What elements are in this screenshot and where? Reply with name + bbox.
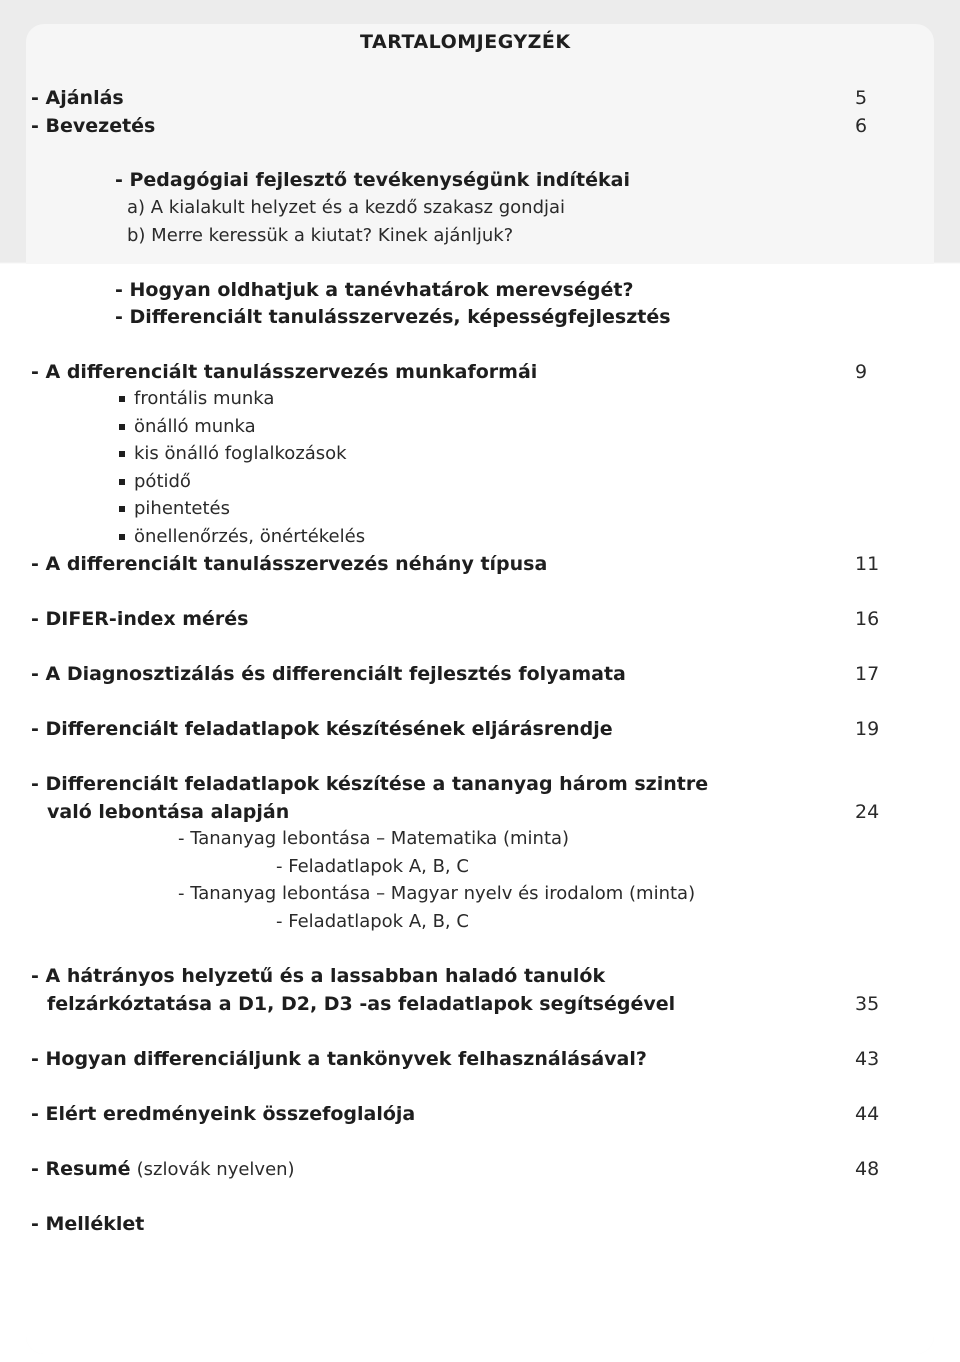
bullet-icon [119,479,125,485]
toc-entry-eredmenyeink: - Elért eredményeink összefoglalója [31,1103,416,1125]
bullet-icon [119,424,125,430]
toc-page-munkaformai: 9 [855,361,868,383]
toc-subentry-pedagogiai-b: b) Merre keressük a kiutat? Kinek ajánljuk? [127,225,514,246]
toc-page-feladatlapok-eljaras: 19 [855,718,880,740]
toc-entry-feladatlapok-eljaras: - Differenciált feladatlapok készítésének eljárásrendje [31,718,613,740]
toc-subentry-magyar: - Tananyag lebontása – Magyar nyelv és irodalom (minta) [178,883,696,904]
toc-page-difer: 16 [855,608,880,630]
toc-entry-bevezetes: - Bevezetés [31,115,156,137]
toc-bullet-item: kis önálló foglalkozások [134,443,347,464]
toc-entry-pedagogiai: - Pedagógiai fejlesztő tevékenységünk indítékai [115,169,630,191]
toc-page-feladatlapok-szintek: 24 [855,801,880,823]
toc-title: TARTALOMJEGYZÉK [360,31,571,53]
toc-entry-feladatlapok-szintek-cont: való lebontása alapján [47,801,290,823]
toc-page-ajanlas: 5 [855,87,868,109]
toc-entry-tankonyvek: - Hogyan differenciáljunk a tankönyvek felhasználásával? [31,1048,647,1070]
toc-bullet-item: önálló munka [134,416,256,437]
toc-entry-difer: - DIFER-index mérés [31,608,249,630]
toc-bullet-item: pihentetés [134,498,230,519]
toc-entry-differencialt-tanulasszervezes: - Differenciált tanulásszervezés, képességfejlesztés [115,306,671,328]
toc-subentry-matematika: - Tananyag lebontása – Matematika (minta) [178,828,570,849]
toc-subentry-feladatlapok-1: - Feladatlapok A, B, C [276,856,469,877]
toc-entry-resume-label: - Resumé [31,1158,131,1180]
toc-page-tipusai: 11 [855,553,880,575]
toc-page-tankonyvek: 43 [855,1048,880,1070]
toc-entry-hatranyos-cont: felzárkóztatása a D1, D2, D3 -as feladatlapok segítségével [47,993,676,1015]
bullet-icon [119,396,125,402]
toc-entry-hatranyos: - A hátrányos helyzetű és a lassabban haladó tanulók [31,965,606,987]
toc-subentry-pedagogiai-a: a) A kialakult helyzet és a kezdő szakasz gondjai [127,197,566,218]
toc-page-bevezetes: 6 [855,115,868,137]
toc-entry-tipusai: - A differenciált tanulásszervezés néhány típusa [31,553,548,575]
toc-bullet-item: frontális munka [134,388,275,409]
toc-page-diagnosztizalas: 17 [855,663,880,685]
toc-entry-melleklet: - Melléklet [31,1213,145,1235]
toc-bullet-item: pótidő [134,471,191,492]
toc-page-eredmenyeink: 44 [855,1103,880,1125]
bullet-icon [119,451,125,457]
toc-entry-hogyan-oldhatjuk: - Hogyan oldhatjuk a tanévhatárok merevségét? [115,279,634,301]
toc-page-resume: 48 [855,1158,880,1180]
toc-page-hatranyos: 35 [855,993,880,1015]
toc-entry-resume-note: (szlovák nyelven) [136,1159,295,1180]
toc-entry-resume [31,1157,295,1182]
toc-entry-ajanlas: - Ajánlás [31,87,124,109]
bullet-icon [119,534,125,540]
bullet-icon [119,506,125,512]
toc-entry-munkaformai: - A differenciált tanulásszervezés munkaformái [31,361,538,383]
toc-entry-diagnosztizalas: - A Diagnosztizálás és differenciált fejlesztés folyamata [31,663,626,685]
toc-subentry-feladatlapok-2: - Feladatlapok A, B, C [276,911,469,932]
toc-entry-feladatlapok-szintek: - Differenciált feladatlapok készítése a tananyag három szintre [31,773,709,795]
toc-bullet-item: önellenőrzés, önértékelés [134,526,366,547]
